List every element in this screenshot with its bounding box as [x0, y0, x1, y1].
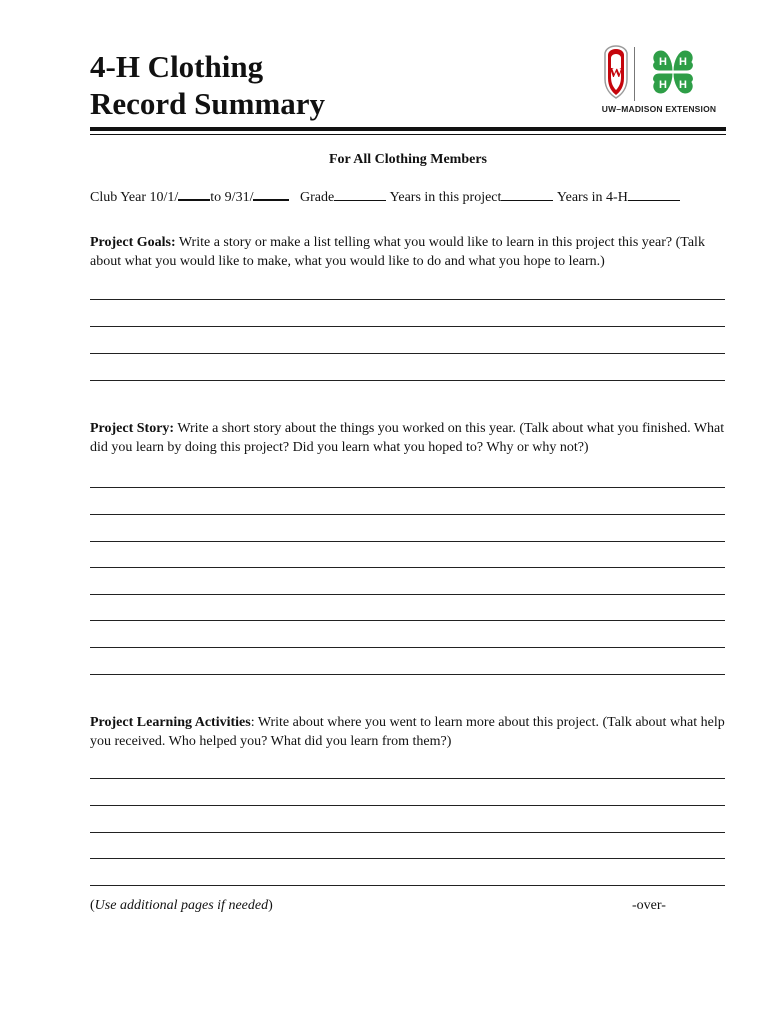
- 4h-clover-icon: [646, 45, 700, 99]
- story-answer-line[interactable]: [90, 514, 725, 515]
- activities-answer-line[interactable]: [90, 832, 725, 833]
- additional-pages-note: [90, 898, 273, 914]
- story-answer-line[interactable]: [90, 567, 725, 568]
- goals-answer-line[interactable]: [90, 299, 725, 300]
- learning-activities-heading: Project Learning Activities: [90, 715, 251, 730]
- project-goals-text: Write a story or make a list telling what you would like to learn in this project this year? (Talk about what you would like to make, what you would like to do and what you hope to learn.): [90, 235, 705, 269]
- grade-field[interactable]: [334, 188, 386, 201]
- additional-pages-note-text: Use additional pages if needed: [94, 898, 269, 913]
- to-label: to 9/31/: [210, 190, 254, 205]
- learning-activities-prompt: [90, 713, 730, 751]
- club-year-label: Club Year 10/1/: [90, 190, 179, 205]
- svg-text:H: H: [679, 79, 687, 91]
- activities-answer-line[interactable]: [90, 885, 725, 886]
- project-story-text: Write a short story about the things you worked on this year. (Talk about what you finished. What did you learn by doing this project? Did you learn what you hoped to? Why or why not?): [90, 421, 725, 455]
- goals-answer-line[interactable]: [90, 353, 725, 354]
- project-story-prompt: [90, 419, 730, 457]
- club-year-start-field[interactable]: [178, 187, 210, 201]
- note-close-paren: ): [268, 898, 273, 913]
- club-year-end-field[interactable]: [253, 187, 289, 201]
- over-indicator: -over-: [632, 898, 666, 913]
- project-goals-heading: Project Goals:: [90, 235, 176, 250]
- story-answer-line[interactable]: [90, 647, 725, 648]
- story-answer-line[interactable]: [90, 674, 725, 675]
- uw-madison-extension-logo: [594, 43, 724, 121]
- story-answer-line[interactable]: [90, 487, 725, 488]
- years-4h-field[interactable]: [628, 188, 680, 201]
- svg-text:W: W: [609, 66, 623, 81]
- page-title: [90, 48, 325, 122]
- learning-activities-text: : Write about where you went to learn more about this project. (Talk about what help you received. Who helped you? What did you learn from them?): [90, 715, 725, 749]
- years-4h-label: Years in 4-H: [556, 190, 628, 205]
- title-line-2: Record Summary: [90, 86, 326, 121]
- club-info-line: [90, 187, 680, 206]
- note-open-paren: (: [90, 898, 95, 913]
- uw-crest-icon: [602, 45, 630, 99]
- story-answer-line[interactable]: [90, 594, 725, 595]
- header-rule-thin: [90, 134, 726, 135]
- story-answer-line[interactable]: [90, 620, 725, 621]
- logo-wordmark: UW–MADISON EXTENSION: [601, 104, 717, 114]
- years-project-field[interactable]: [501, 188, 553, 201]
- activities-answer-line[interactable]: [90, 778, 725, 779]
- years-project-label: Years in this project: [389, 190, 502, 205]
- goals-answer-line[interactable]: [90, 326, 725, 327]
- project-story-heading: Project Story:: [90, 421, 175, 436]
- svg-text:H: H: [659, 79, 667, 91]
- title-line-1: 4-H Clothing: [90, 49, 264, 84]
- svg-text:H: H: [679, 56, 687, 68]
- svg-text:H: H: [659, 56, 667, 68]
- activities-answer-line[interactable]: [90, 805, 725, 806]
- header-rule-thick: [90, 127, 726, 131]
- logo-divider: [634, 47, 635, 101]
- project-goals-prompt: [90, 233, 730, 271]
- grade-label: Grade: [299, 190, 335, 205]
- subtitle: For All Clothing Members: [328, 152, 487, 167]
- story-answer-line[interactable]: [90, 541, 725, 542]
- goals-answer-line[interactable]: [90, 380, 725, 381]
- activities-answer-line[interactable]: [90, 858, 725, 859]
